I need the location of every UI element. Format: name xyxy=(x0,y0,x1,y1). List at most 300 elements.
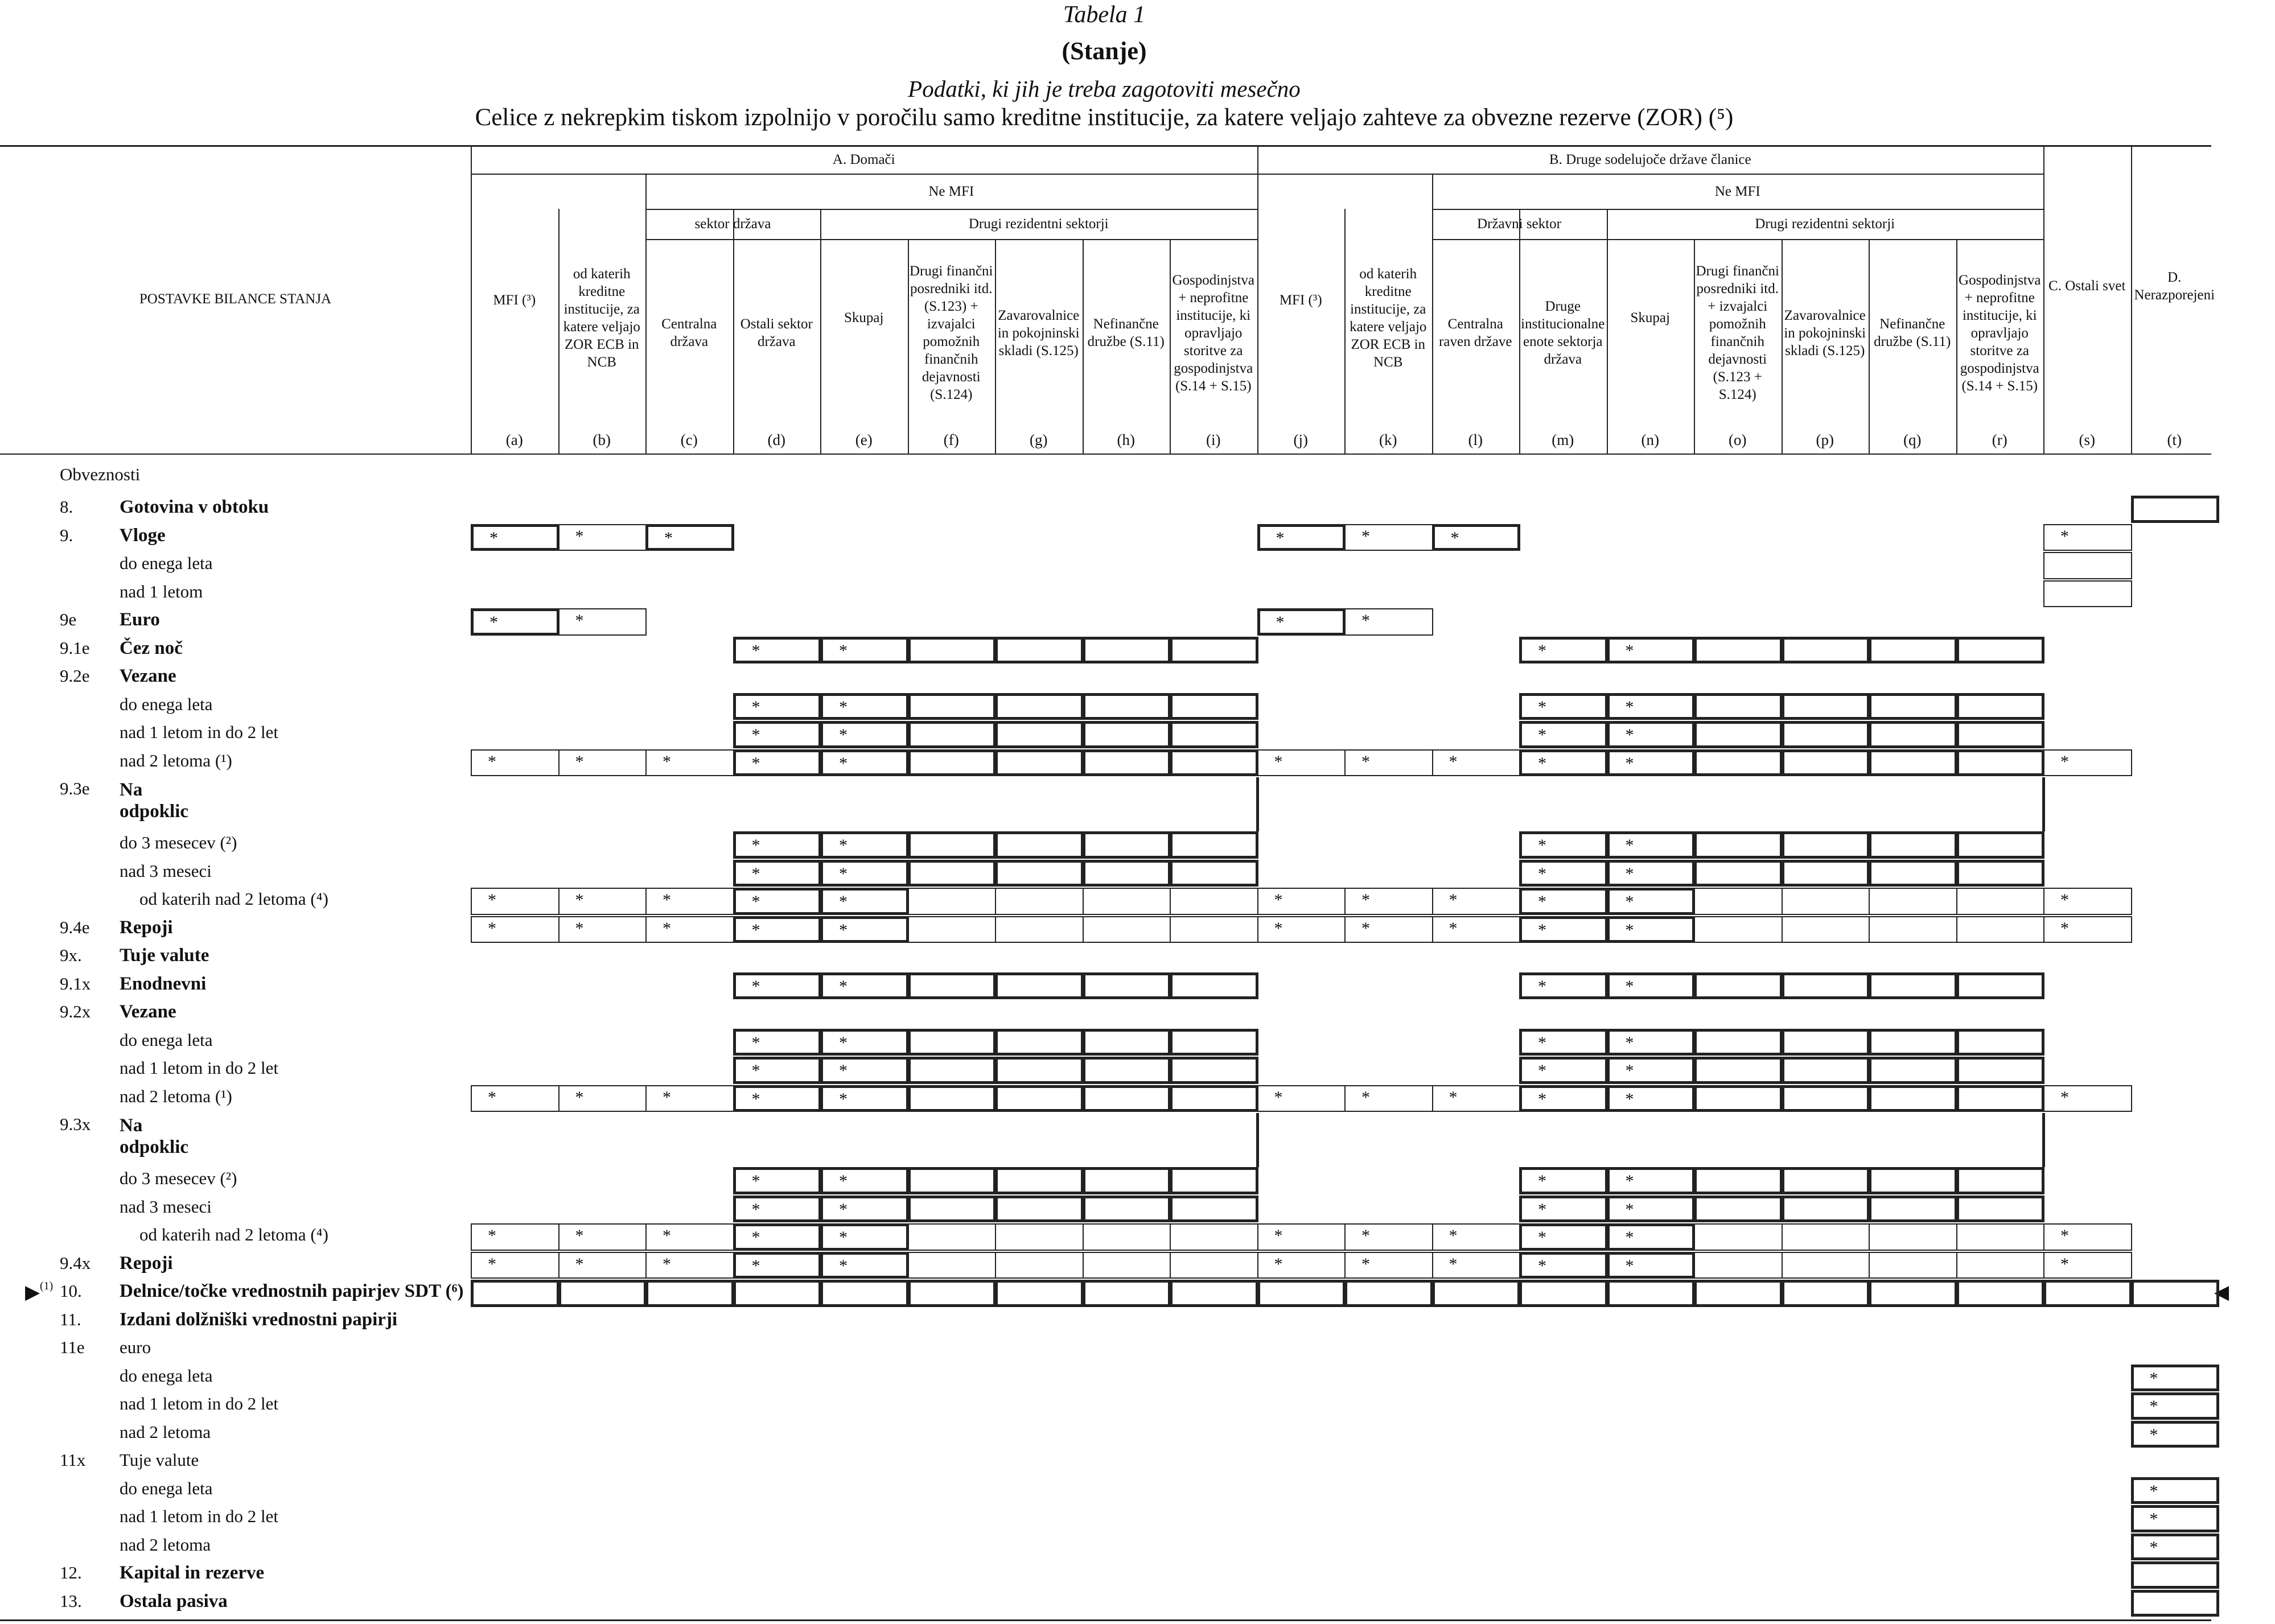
input-cell[interactable]: * xyxy=(733,1252,822,1279)
input-cell[interactable] xyxy=(1869,1167,1957,1194)
input-cell[interactable]: * xyxy=(2043,916,2132,943)
input-cell[interactable]: * xyxy=(558,1223,647,1251)
input-cell[interactable]: * xyxy=(645,916,734,943)
input-cell[interactable] xyxy=(1170,1280,1258,1307)
input-cell[interactable]: * xyxy=(820,831,909,859)
input-cell[interactable]: * xyxy=(1519,888,1608,915)
input-cell[interactable] xyxy=(1869,1196,1957,1223)
input-cell[interactable]: * xyxy=(1607,831,1696,859)
row-label: do 3 mesecev (²) xyxy=(120,1168,237,1188)
input-cell[interactable]: * xyxy=(1257,888,1346,915)
input-cell[interactable]: * xyxy=(1607,1196,1696,1223)
input-cell[interactable] xyxy=(2131,1280,2220,1307)
input-cell[interactable]: * xyxy=(471,888,560,915)
input-cell[interactable]: * xyxy=(1432,749,1521,777)
input-cell[interactable]: * xyxy=(733,1029,822,1056)
input-cell[interactable]: * xyxy=(558,524,647,551)
input-cell[interactable]: * xyxy=(2131,1477,2220,1505)
input-cell[interactable]: * xyxy=(1432,1223,1521,1251)
input-cell[interactable] xyxy=(1694,860,1783,887)
input-cell[interactable] xyxy=(1083,1029,1171,1056)
input-cell[interactable] xyxy=(1694,637,1783,664)
column-header-a xyxy=(472,174,557,427)
input-cell[interactable]: * xyxy=(1519,1167,1608,1194)
input-cell[interactable] xyxy=(1956,1167,2045,1194)
input-cell[interactable] xyxy=(645,1280,734,1307)
input-cell[interactable]: * xyxy=(1344,888,1433,915)
row-label-header-text: POSTAVKE BILANCE STANJA xyxy=(139,291,332,307)
input-cell[interactable]: * xyxy=(1519,749,1608,777)
input-cell[interactable]: * xyxy=(733,1196,822,1223)
input-cell[interactable] xyxy=(1432,1280,1521,1307)
input-cell[interactable] xyxy=(1170,831,1258,859)
input-cell[interactable] xyxy=(1083,749,1171,777)
input-cell[interactable] xyxy=(1782,860,1870,887)
input-cell[interactable] xyxy=(1170,860,1258,887)
input-cell[interactable] xyxy=(1694,1057,1783,1084)
input-cell[interactable] xyxy=(1694,831,1783,859)
input-cell[interactable] xyxy=(1782,1057,1870,1084)
input-cell[interactable]: * xyxy=(1344,1252,1433,1279)
input-cell[interactable]: * xyxy=(820,888,909,915)
input-cell[interactable]: * xyxy=(2131,1365,2220,1392)
input-cell[interactable]: * xyxy=(1607,972,1696,1000)
input-cell[interactable] xyxy=(1956,1196,2045,1223)
input-cell[interactable]: * xyxy=(645,1252,734,1279)
input-cell[interactable] xyxy=(1782,916,1870,943)
input-cell[interactable] xyxy=(1956,860,2045,887)
input-cell[interactable]: * xyxy=(1257,1085,1346,1112)
input-cell[interactable]: * xyxy=(733,916,822,943)
input-cell[interactable] xyxy=(1083,1196,1171,1223)
input-cell[interactable] xyxy=(1083,721,1171,748)
input-cell[interactable] xyxy=(995,1085,1084,1112)
row-label: Na odpoklic xyxy=(120,780,189,822)
input-cell[interactable] xyxy=(1257,1280,1346,1307)
input-cell[interactable]: * xyxy=(2131,1534,2220,1561)
input-cell[interactable]: * xyxy=(1432,1085,1521,1112)
input-cell[interactable]: * xyxy=(1257,1223,1346,1251)
input-cell[interactable] xyxy=(1869,1029,1957,1056)
column-code: (c) xyxy=(680,431,698,448)
input-cell[interactable]: * xyxy=(1607,1057,1696,1084)
input-cell[interactable]: * xyxy=(820,1252,909,1279)
input-cell[interactable] xyxy=(1956,721,2045,748)
input-cell[interactable] xyxy=(1956,1085,2045,1112)
input-cell[interactable] xyxy=(1083,916,1171,943)
input-cell[interactable]: * xyxy=(1257,524,1346,551)
input-cell[interactable]: * xyxy=(820,1223,909,1251)
input-cell[interactable]: * xyxy=(1519,1029,1608,1056)
input-cell[interactable]: * xyxy=(820,1167,909,1194)
input-cell[interactable] xyxy=(908,916,997,943)
input-cell[interactable] xyxy=(1694,1252,1783,1279)
input-cell[interactable] xyxy=(1170,637,1258,664)
input-cell[interactable] xyxy=(1869,888,1957,915)
input-cell[interactable] xyxy=(1083,831,1171,859)
input-cell[interactable] xyxy=(908,637,997,664)
input-cell[interactable] xyxy=(908,1280,997,1307)
input-cell[interactable]: * xyxy=(1607,1252,1696,1279)
input-cell[interactable] xyxy=(820,1280,909,1307)
input-cell[interactable] xyxy=(1956,1223,2045,1251)
input-cell[interactable] xyxy=(995,1252,1084,1279)
row-marker-right-icon: ◀ xyxy=(2214,1282,2229,1303)
input-cell[interactable] xyxy=(1869,1280,1957,1307)
input-cell[interactable]: * xyxy=(1257,1252,1346,1279)
input-cell[interactable]: * xyxy=(733,637,822,664)
input-cell[interactable] xyxy=(1956,972,2045,1000)
input-cell[interactable]: * xyxy=(820,1029,909,1056)
input-cell[interactable]: * xyxy=(1432,1252,1521,1279)
input-cell[interactable]: * xyxy=(733,721,822,748)
input-cell[interactable]: * xyxy=(2043,1223,2132,1251)
input-cell[interactable]: * xyxy=(1344,524,1433,551)
input-cell[interactable] xyxy=(908,1057,997,1084)
input-cell[interactable] xyxy=(908,693,997,720)
input-cell[interactable]: * xyxy=(2043,1252,2132,1279)
input-cell[interactable]: * xyxy=(471,524,560,551)
row-number: 11e xyxy=(60,1337,85,1357)
input-cell[interactable] xyxy=(1869,693,1957,720)
input-cell[interactable] xyxy=(1083,860,1171,887)
input-cell[interactable]: * xyxy=(2043,524,2132,551)
input-cell[interactable]: * xyxy=(558,608,647,636)
input-cell[interactable] xyxy=(908,1223,997,1251)
input-cell[interactable] xyxy=(1782,1196,1870,1223)
input-cell[interactable]: * xyxy=(1344,608,1433,636)
input-cell[interactable] xyxy=(995,1196,1084,1223)
input-cell[interactable]: * xyxy=(733,1085,822,1112)
input-cell[interactable]: * xyxy=(1607,1167,1696,1194)
input-cell[interactable]: * xyxy=(1607,888,1696,915)
column-header-p xyxy=(1783,239,1868,427)
input-cell[interactable]: * xyxy=(558,1252,647,1279)
input-cell[interactable] xyxy=(1170,693,1258,720)
input-cell[interactable] xyxy=(1956,1252,2045,1279)
input-cell[interactable] xyxy=(1782,693,1870,720)
input-cell[interactable] xyxy=(1083,1280,1171,1307)
input-cell[interactable] xyxy=(995,693,1084,720)
input-cell[interactable] xyxy=(733,1280,822,1307)
input-cell[interactable]: * xyxy=(733,888,822,915)
input-cell[interactable]: * xyxy=(733,1057,822,1084)
input-cell[interactable] xyxy=(995,637,1084,664)
input-cell[interactable] xyxy=(995,1223,1084,1251)
input-cell[interactable]: * xyxy=(820,693,909,720)
input-cell[interactable]: * xyxy=(1432,524,1521,551)
input-cell[interactable] xyxy=(1083,693,1171,720)
input-cell[interactable]: * xyxy=(733,860,822,887)
input-cell[interactable]: * xyxy=(820,1085,909,1112)
input-cell[interactable] xyxy=(908,860,997,887)
input-cell[interactable] xyxy=(1956,916,2045,943)
input-cell[interactable] xyxy=(2043,1280,2132,1307)
input-cell[interactable]: * xyxy=(558,749,647,777)
column-header-j xyxy=(1258,174,1344,427)
input-cell[interactable] xyxy=(995,860,1084,887)
input-cell[interactable]: * xyxy=(645,888,734,915)
input-cell[interactable] xyxy=(1782,637,1870,664)
input-cell[interactable] xyxy=(1869,1252,1957,1279)
input-cell[interactable] xyxy=(1956,693,2045,720)
input-cell[interactable] xyxy=(2131,1590,2220,1617)
input-cell[interactable] xyxy=(908,831,997,859)
input-cell[interactable]: * xyxy=(1257,916,1346,943)
input-cell[interactable] xyxy=(995,1280,1084,1307)
input-cell[interactable]: * xyxy=(820,972,909,1000)
input-cell[interactable]: * xyxy=(2131,1421,2220,1448)
input-cell[interactable] xyxy=(1083,1057,1171,1084)
input-cell[interactable]: * xyxy=(1344,749,1433,777)
input-cell[interactable] xyxy=(1869,1085,1957,1112)
input-cell[interactable] xyxy=(1694,1196,1783,1223)
input-cell[interactable] xyxy=(1170,916,1258,943)
input-cell[interactable] xyxy=(1170,749,1258,777)
input-cell[interactable]: * xyxy=(645,1223,734,1251)
input-cell[interactable]: * xyxy=(1519,916,1608,943)
row-label: Tuje valute xyxy=(120,1450,199,1470)
input-cell[interactable] xyxy=(1694,1223,1783,1251)
input-cell[interactable] xyxy=(1782,1029,1870,1056)
input-cell[interactable] xyxy=(1782,1280,1870,1307)
input-cell[interactable] xyxy=(1170,1196,1258,1223)
column-code: (q) xyxy=(1903,431,1922,448)
input-cell[interactable] xyxy=(1782,721,1870,748)
input-cell[interactable] xyxy=(1083,637,1171,664)
input-cell[interactable]: * xyxy=(1607,1029,1696,1056)
input-cell[interactable] xyxy=(908,1029,997,1056)
input-cell[interactable] xyxy=(1083,1085,1171,1112)
input-cell[interactable] xyxy=(1170,1057,1258,1084)
input-cell[interactable] xyxy=(1869,916,1957,943)
input-cell[interactable]: * xyxy=(820,1196,909,1223)
input-cell[interactable] xyxy=(2131,1561,2220,1589)
input-cell[interactable] xyxy=(1869,721,1957,748)
input-cell[interactable]: * xyxy=(2043,749,2132,777)
input-cell[interactable] xyxy=(1782,1167,1870,1194)
input-cell[interactable]: * xyxy=(1607,749,1696,777)
column-header-k xyxy=(1346,209,1431,427)
input-cell[interactable] xyxy=(995,1057,1084,1084)
input-cell[interactable]: * xyxy=(1344,916,1433,943)
input-cell[interactable] xyxy=(908,1085,997,1112)
input-cell[interactable] xyxy=(1782,1085,1870,1112)
input-cell[interactable]: * xyxy=(471,608,560,636)
input-cell[interactable]: * xyxy=(2043,1085,2132,1112)
input-cell[interactable] xyxy=(471,1280,560,1307)
input-cell[interactable] xyxy=(1170,972,1258,1000)
input-cell[interactable] xyxy=(908,1196,997,1223)
input-cell[interactable] xyxy=(1170,888,1258,915)
input-cell[interactable] xyxy=(1869,860,1957,887)
input-cell[interactable] xyxy=(908,1167,997,1194)
input-cell[interactable] xyxy=(1694,1280,1783,1307)
input-cell[interactable]: * xyxy=(1519,1196,1608,1223)
input-cell[interactable] xyxy=(1170,1029,1258,1056)
input-cell[interactable] xyxy=(1782,972,1870,1000)
input-cell[interactable]: * xyxy=(1607,916,1696,943)
input-cell[interactable]: * xyxy=(1519,860,1608,887)
row-label: nad 1 letom in do 2 let xyxy=(120,722,278,742)
input-cell[interactable] xyxy=(1694,721,1783,748)
input-cell[interactable] xyxy=(1607,1280,1696,1307)
input-cell[interactable] xyxy=(1956,831,2045,859)
input-cell[interactable] xyxy=(1869,972,1957,1000)
input-cell[interactable] xyxy=(995,888,1084,915)
input-cell[interactable]: * xyxy=(645,524,734,551)
input-cell[interactable]: * xyxy=(1607,637,1696,664)
input-cell[interactable] xyxy=(1170,1085,1258,1112)
input-cell[interactable] xyxy=(1694,693,1783,720)
input-cell[interactable]: * xyxy=(820,916,909,943)
input-cell[interactable]: * xyxy=(471,916,560,943)
input-cell[interactable] xyxy=(1083,972,1171,1000)
input-cell[interactable]: * xyxy=(1607,860,1696,887)
input-cell[interactable] xyxy=(1694,1029,1783,1056)
input-cell[interactable] xyxy=(1956,637,2045,664)
input-cell[interactable] xyxy=(1083,1167,1171,1194)
input-cell[interactable]: * xyxy=(1344,1085,1433,1112)
input-cell[interactable] xyxy=(1170,1252,1258,1279)
input-cell[interactable]: * xyxy=(2131,1505,2220,1532)
input-cell[interactable]: * xyxy=(733,693,822,720)
column-header-p-text: Zavarovalnice in pokojninski skladi (S.125) xyxy=(1784,307,1866,358)
input-cell[interactable] xyxy=(1694,749,1783,777)
input-cell[interactable] xyxy=(1694,972,1783,1000)
input-cell[interactable] xyxy=(1694,1085,1783,1112)
connector-line xyxy=(2042,777,2045,831)
input-cell[interactable] xyxy=(2131,496,2220,523)
input-cell[interactable] xyxy=(1170,1167,1258,1194)
input-cell[interactable] xyxy=(1782,1223,1870,1251)
input-cell[interactable]: * xyxy=(1432,916,1521,943)
input-cell[interactable]: * xyxy=(645,1085,734,1112)
input-cell[interactable] xyxy=(558,1280,647,1307)
input-cell[interactable] xyxy=(1869,1223,1957,1251)
input-cell[interactable] xyxy=(1782,888,1870,915)
input-cell[interactable]: * xyxy=(1257,608,1346,636)
input-cell[interactable]: * xyxy=(471,749,560,777)
input-cell[interactable]: * xyxy=(733,972,822,1000)
input-cell[interactable]: * xyxy=(1257,749,1346,777)
input-cell[interactable] xyxy=(995,1029,1084,1056)
row-number: 9x. xyxy=(60,945,82,965)
input-cell[interactable] xyxy=(995,721,1084,748)
column-code: (f) xyxy=(943,431,959,448)
input-cell[interactable]: * xyxy=(1607,1085,1696,1112)
input-cell[interactable] xyxy=(1694,1167,1783,1194)
input-cell[interactable]: * xyxy=(733,749,822,777)
input-cell[interactable] xyxy=(908,749,997,777)
input-cell[interactable]: * xyxy=(1519,693,1608,720)
column-header-g-text: Zavarovalnice in pokojninski skladi (S.125) xyxy=(997,307,1080,358)
input-cell[interactable] xyxy=(995,916,1084,943)
input-cell[interactable]: * xyxy=(733,1223,822,1251)
input-cell[interactable]: * xyxy=(2131,1392,2220,1420)
input-cell[interactable] xyxy=(908,1252,997,1279)
input-cell[interactable] xyxy=(1956,749,2045,777)
input-cell[interactable] xyxy=(1869,831,1957,859)
input-cell[interactable] xyxy=(995,1167,1084,1194)
input-cell[interactable]: * xyxy=(1519,1057,1608,1084)
input-cell[interactable]: * xyxy=(558,1085,647,1112)
input-cell[interactable]: * xyxy=(1519,721,1608,748)
input-cell[interactable] xyxy=(1083,888,1171,915)
input-cell[interactable]: * xyxy=(1519,1252,1608,1279)
input-cell[interactable] xyxy=(995,749,1084,777)
input-cell[interactable] xyxy=(1083,1223,1171,1251)
input-cell[interactable]: * xyxy=(1607,693,1696,720)
input-cell[interactable]: * xyxy=(1519,637,1608,664)
input-cell[interactable] xyxy=(1956,1029,2045,1056)
input-cell[interactable]: * xyxy=(1607,1223,1696,1251)
input-cell[interactable]: * xyxy=(820,721,909,748)
input-cell[interactable]: * xyxy=(1344,1223,1433,1251)
input-cell[interactable] xyxy=(908,888,997,915)
column-header-o-text: Drugi finančni posredniki itd. + izvajalci pomožnih finančnih dejavnosti (S.123 + S.124) xyxy=(1696,263,1779,402)
input-cell[interactable] xyxy=(1782,831,1870,859)
input-cell[interactable] xyxy=(1956,888,2045,915)
input-cell[interactable] xyxy=(2043,580,2132,608)
input-cell[interactable]: * xyxy=(1607,721,1696,748)
input-cell[interactable] xyxy=(1694,916,1783,943)
input-cell[interactable] xyxy=(2043,552,2132,579)
input-cell[interactable]: * xyxy=(645,749,734,777)
input-cell[interactable] xyxy=(908,972,997,1000)
input-cell[interactable] xyxy=(1869,749,1957,777)
input-cell[interactable] xyxy=(1170,1223,1258,1251)
input-cell[interactable]: * xyxy=(1519,1223,1608,1251)
input-cell[interactable]: * xyxy=(1519,831,1608,859)
input-cell[interactable]: * xyxy=(820,637,909,664)
input-cell[interactable]: * xyxy=(1519,972,1608,1000)
input-cell[interactable] xyxy=(1694,888,1783,915)
input-cell[interactable]: * xyxy=(820,749,909,777)
input-cell[interactable]: * xyxy=(1519,1085,1608,1112)
input-cell[interactable] xyxy=(1344,1280,1433,1307)
input-cell[interactable]: * xyxy=(1432,888,1521,915)
input-cell[interactable]: * xyxy=(2043,888,2132,915)
input-cell[interactable] xyxy=(1956,1280,2045,1307)
input-cell[interactable] xyxy=(1869,1057,1957,1084)
input-cell[interactable]: * xyxy=(820,1057,909,1084)
input-cell[interactable] xyxy=(1170,721,1258,748)
input-cell[interactable] xyxy=(1519,1280,1608,1307)
input-cell[interactable] xyxy=(995,972,1084,1000)
input-cell[interactable]: * xyxy=(471,1223,560,1251)
input-cell[interactable] xyxy=(1782,1252,1870,1279)
input-cell[interactable] xyxy=(1782,749,1870,777)
row-marker-footnote: (1) xyxy=(40,1280,54,1292)
column-header-m xyxy=(1520,239,1606,427)
input-cell[interactable]: * xyxy=(558,916,647,943)
table-note: Celice z nekrepkim tiskom izpolnijo v poročilu samo kreditne institucije, za katere veljajo zahteve za obvezne rezerve (ZOR) (⁵) xyxy=(475,104,1734,131)
input-cell[interactable] xyxy=(908,721,997,748)
input-cell[interactable] xyxy=(1869,637,1957,664)
input-cell[interactable]: * xyxy=(733,831,822,859)
input-cell[interactable]: * xyxy=(471,1252,560,1279)
row-number: 10. xyxy=(60,1281,82,1301)
input-cell[interactable] xyxy=(995,831,1084,859)
input-cell[interactable] xyxy=(1956,1057,2045,1084)
input-cell[interactable]: * xyxy=(733,1167,822,1194)
input-cell[interactable]: * xyxy=(558,888,647,915)
input-cell[interactable]: * xyxy=(820,860,909,887)
column-code: (s) xyxy=(2079,431,2095,448)
input-cell[interactable]: * xyxy=(471,1085,560,1112)
input-cell[interactable] xyxy=(1083,1252,1171,1279)
